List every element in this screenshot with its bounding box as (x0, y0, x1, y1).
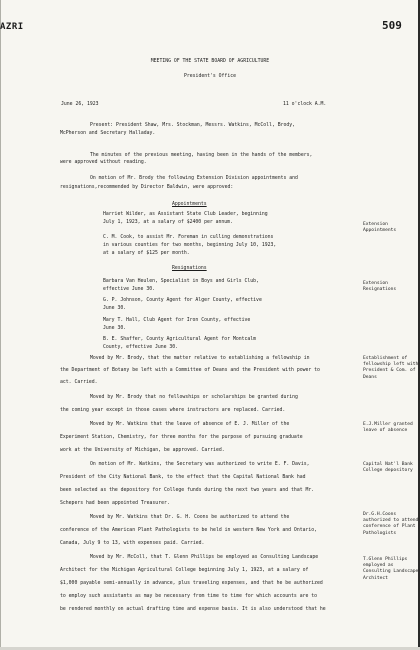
resignation-3-line-1: Mary T. Hall, Club Agent for Iron County, effective (103, 318, 251, 323)
paragraph-phillips-line-3: $1,000 payable semi-annually in advance, plus traveling expenses, and that he be authorized (60, 581, 323, 586)
resignations-heading: Resignations (172, 266, 207, 271)
edge-mark: AZRI (0, 22, 24, 32)
present-line-2: McPherson and Secretary Halladay. (60, 131, 156, 136)
margin-note-bank: Capital Nat'l Bank College depository (363, 462, 413, 474)
appointments-heading: Appointments (172, 202, 207, 207)
paragraph-bank-line-1: On motion of Mr. Watkins, the Secretary was authorized to write E. F. Davis, (90, 462, 310, 467)
meeting-title: MEETING OF THE STATE BOARD OF AGRICULTURE (150, 59, 270, 64)
paragraph-phillips-line-2: Architect for the Michigan Agricultural College beginning July 1, 1923, at a salary of (60, 568, 309, 573)
meeting-date: June 26, 1923 (61, 102, 99, 107)
paragraph-bank-line-2: President of the City National Bank, to the effect that the Capital National Bank had (60, 475, 306, 480)
margin-note-extension-resignations: Extension Resignations (363, 281, 397, 293)
resignation-4-line-2: County, effective June 30. (103, 345, 179, 350)
paragraph-minutes-line-1: The minutes of the previous meeting, having been in the hands of the members, (90, 153, 313, 158)
margin-note-leave: E.J.Miller granted leave of absence (363, 422, 413, 434)
paragraph-leave-line-2: Experiment Station, Chemistry, for three months for the purpose of pursuing graduate (60, 435, 303, 440)
resignation-1-line-2: effective June 30. (103, 287, 155, 292)
margin-note-coons: Dr.G.H.Coons authorized to attend conference of Plant Pathologists (363, 512, 419, 536)
resignation-2-line-1: G. P. Johnson, County Agent for Alger County, effective (103, 298, 262, 303)
paragraph-fellowship-line-1: Moved by Mr. Brody, that the matter relative to establishing a fellowship in (90, 356, 310, 361)
meeting-subtitle: President's Office (184, 74, 236, 79)
page-number: 509 (382, 19, 402, 32)
paragraph-minutes-line-2: were approved without reading. (60, 160, 147, 165)
margin-note-fellowship: Establishment of fellowship left with President & Com. of Deans (363, 356, 419, 380)
appointment-1-line-1: Harriet Wilder, as Assistant State Club Leader, beginning (103, 212, 268, 217)
paragraph-coons-line-1: Moved by Mr. Watkins that Dr. G. H. Coons be authorized to attend the (90, 515, 290, 520)
paragraph-fellowship-line-3: act. Carried. (60, 380, 98, 385)
appointment-2-line-2: in various counties for two months, beginning July 10, 1923, (103, 243, 277, 248)
appointment-2-line-1: C. M. Cook, to assist Mr. Foreman in culling demonstrations (103, 235, 274, 240)
resignation-3-line-2: June 30. (103, 326, 127, 331)
paragraph-phillips-line-5: be rendered monthly on actual drafting time and expense basis. It is also understood that he (60, 607, 326, 612)
paragraph-scholarships-line-2: the coming year except in those cases where instructors are replaced. Carried. (60, 408, 286, 413)
margin-note-phillips: T.Glenn Phillips employed as Consulting Landscape Architect (363, 557, 419, 581)
paragraph-bank-line-4: Schepers had been appointed Treasurer. (60, 501, 170, 506)
present-line-1: Present: President Shaw, Mrs. Stockman, Messrs. Watkins, McColl, Brody, (90, 123, 296, 128)
resignation-1-line-1: Barbara Van Heulen, Specialist in Boys and Girls Club, (103, 279, 259, 284)
margin-note-extension-appointments: Extension Appointments (363, 222, 397, 234)
resignation-4-line-1: B. E. Shaffer, County Agricultural Agent for Montcalm (103, 337, 257, 342)
paragraph-extension-line-1: On motion of Mr. Brody the following Extension Division appointments and (90, 176, 298, 181)
paragraph-phillips-line-4: to employ such assistants as may be necessary from time to time for which accounts are to (60, 594, 318, 599)
paragraph-coons-line-3: Canada, July 9 to 13, with expenses paid. Carried. (60, 541, 205, 546)
paragraph-phillips-line-1: Moved by Mr. McColl, that T. Glenn Phillips be employed as Consulting Landscape (90, 555, 319, 560)
meeting-time: 11 o'clock A.M. (283, 102, 327, 107)
paragraph-scholarships-line-1: Moved by Mr. Brody that no fellowships or scholarships be granted during (90, 395, 298, 400)
paragraph-leave-line-1: Moved by Mr. Watkins that the leave of absence of E. J. Miller of the (90, 422, 290, 427)
paragraph-bank-line-3: been selected as the depository for College funds during the next two years and that Mr. (60, 488, 315, 493)
appointment-2-line-3: at a salary of $125 per month. (103, 251, 190, 256)
paragraph-fellowship-line-2: the Department of Botany be left with a Committee of Deans and the President with power to (60, 368, 320, 373)
resignation-2-line-2: June 30. (103, 306, 127, 311)
appointment-1-line-2: July 1, 1923, at a salary of $2400 per annum. (103, 220, 233, 225)
paragraph-leave-line-3: work at the University of Michigan, be approved. Carried. (60, 448, 225, 453)
paragraph-coons-line-2: conference of the American Plant Pathologists to be held in western New York and Ontario, (60, 528, 318, 533)
scan-left-edge (0, 0, 1, 650)
paragraph-extension-line-2: resignations,recommended by Director Baldwin, were approved: (60, 185, 234, 190)
